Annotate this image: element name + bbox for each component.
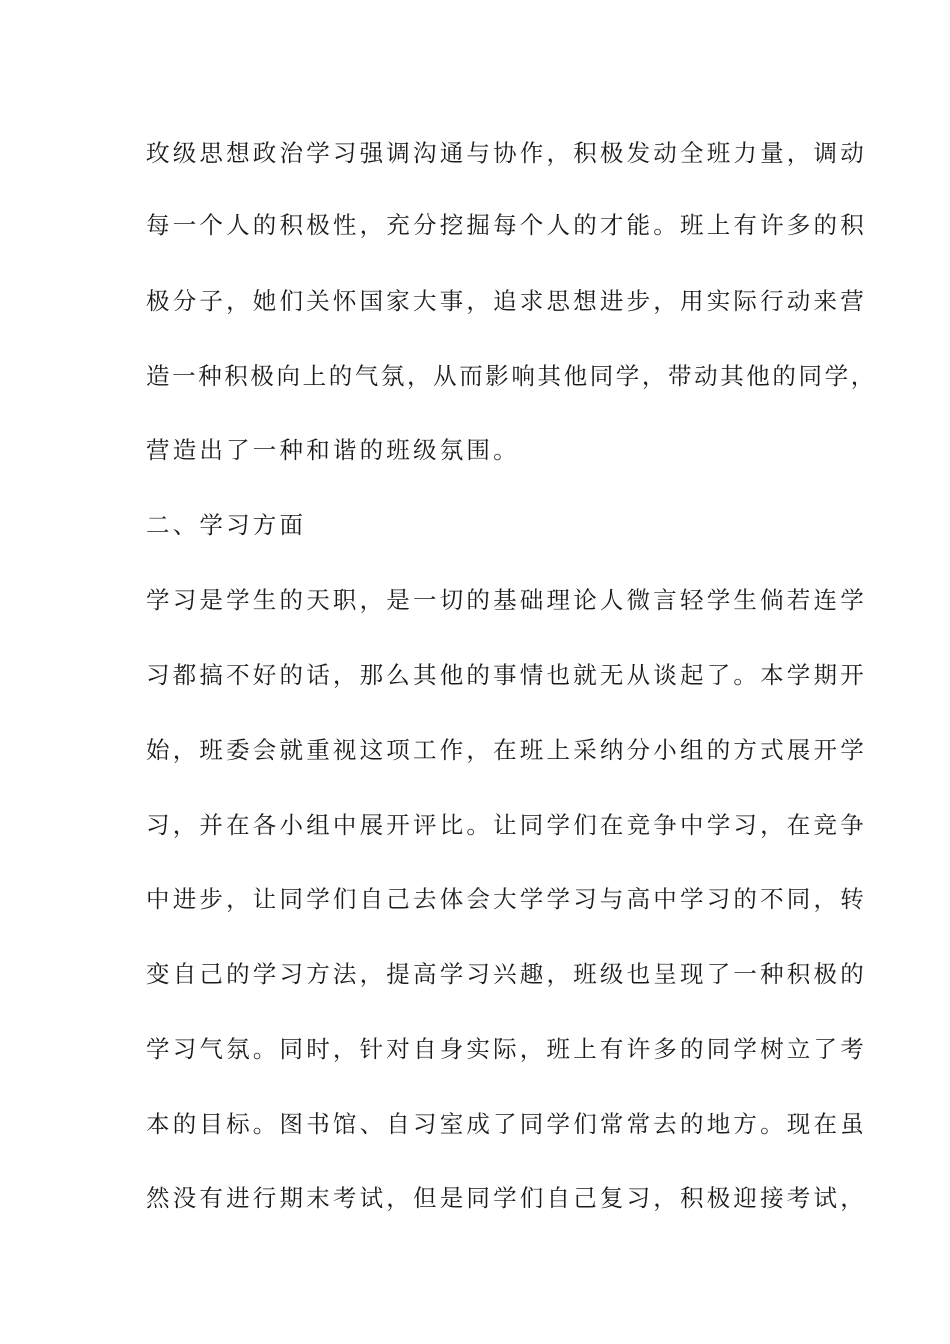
paragraph-line: 营造出了一种和谐的班级氛围。 bbox=[146, 436, 520, 464]
paragraph-line: 习都搞不好的话，那么其他的事情也就无从谈起了。本学期开 bbox=[146, 661, 867, 689]
paragraph-line: 始，班委会就重视这项工作，在班上采纳分小组的方式展开学 bbox=[146, 736, 867, 764]
section-heading: 二、学习方面 bbox=[146, 511, 307, 539]
paragraph-line: 玫级思想政治学习强调沟通与协作，积极发动全班力量，调动 bbox=[146, 139, 867, 167]
paragraph-line: 然没有进行期末考试，但是同学们自己复习，积极迎接考试， bbox=[146, 1184, 867, 1212]
paragraph-line: 极分子，她们关怀国家大事，追求思想进步，用实际行动来营 bbox=[146, 287, 867, 315]
paragraph-line: 学习气氛。同时，针对自身实际，班上有许多的同学树立了考 bbox=[146, 1035, 867, 1063]
paragraph-line: 习，并在各小组中展开评比。让同学们在竞争中学习，在竞争 bbox=[146, 811, 867, 839]
paragraph-line: 学习是学生的天职，是一切的基础理论人微言轻学生倘若连学 bbox=[146, 586, 867, 614]
paragraph-line: 变自己的学习方法，提高学习兴趣，班级也呈现了一种积极的 bbox=[146, 960, 867, 988]
paragraph-line: 本的目标。图书馆、自习室成了同学们常常去的地方。现在虽 bbox=[146, 1110, 867, 1138]
paragraph-line: 中进步，让同学们自己去体会大学学习与高中学习的不同，转 bbox=[146, 885, 867, 913]
paragraph-line: 每一个人的积极性，充分挖掘每个人的才能。班上有许多的积 bbox=[146, 211, 867, 239]
paragraph-line: 造一种积极向上的气氛，从而影响其他同学，带动其他的同学， bbox=[146, 362, 877, 390]
